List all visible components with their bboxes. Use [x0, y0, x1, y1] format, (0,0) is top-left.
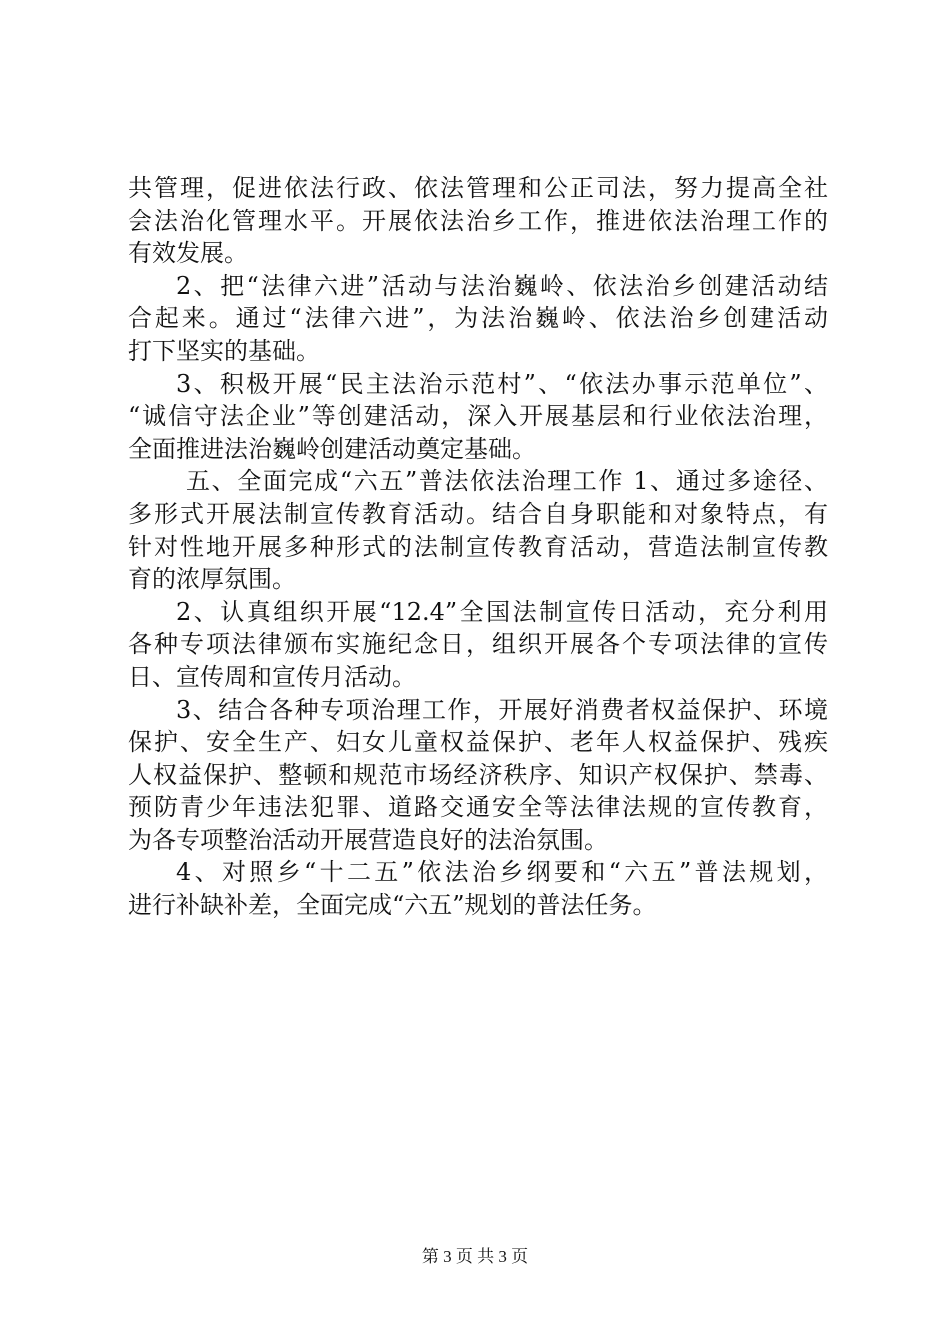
page-number-footer: 第 3 页 共 3 页: [421, 1247, 529, 1266]
text-line: 2、认真组织开展“12.4”全国法制宣传日活动，充分利用: [176, 597, 828, 626]
text-line: 打下坚实的基础。: [128, 336, 320, 365]
text-line: 有效发展。: [128, 239, 248, 268]
text-line: 五、全面完成“六五”普法依法治理工作 1、通过多途径、: [186, 467, 828, 496]
text-line: “诚信守法企业”等创建活动，深入开展基层和行业依法治理，: [128, 402, 828, 431]
text-line: 2、把“法律六进”活动与法治巍岭、依法治乡创建活动结: [176, 271, 828, 300]
text-line: 为各专项整治活动开展营造良好的法治氛围。: [128, 825, 608, 854]
text-line: 多形式开展法制宣传教育活动。结合自身职能和对象特点，有: [128, 499, 828, 528]
text-line: 3、结合各种专项治理工作，开展好消费者权益保护、环境: [176, 695, 828, 724]
text-line: 共管理，促进依法行政、依法管理和公正司法，努力提高全社: [128, 174, 828, 202]
text-line: 合起来。通过“法律六进”，为法治巍岭、依法治乡创建活动: [128, 304, 828, 333]
text-line: 各种专项法律颁布实施纪念日，组织开展各个专项法律的宣传: [128, 630, 828, 659]
text-line: 人权益保护、整顿和规范市场经济秩序、知识产权保护、禁毒、: [128, 760, 828, 789]
text-line: 4、对照乡“十二五”依法治乡纲要和“六五”普法规划，: [176, 858, 828, 887]
text-line: 日、宣传周和宣传月活动。: [128, 662, 416, 691]
text-line: 会法治化管理水平。开展依法治乡工作，推进依法治理工作的: [128, 206, 828, 235]
text-line: 预防青少年违法犯罪、道路交通安全等法律法规的宣传教育，: [128, 793, 828, 822]
text-line: 全面推进法治巍岭创建活动奠定基础。: [128, 434, 536, 463]
text-line: 进行补缺补差，全面完成“六五”规划的普法任务。: [128, 891, 657, 920]
text-line: 保护、安全生产、妇女儿童权益保护、老年人权益保护、残疾: [128, 728, 828, 757]
text-line: 育的浓厚氛围。: [128, 565, 296, 594]
document-body: [128, 172, 828, 922]
text-line: 针对性地开展多种形式的法制宣传教育活动，营造法制宣传教: [128, 532, 828, 561]
text-line: 3、积极开展“民主法治示范村”、“依法办事示范单位”、: [176, 369, 828, 398]
